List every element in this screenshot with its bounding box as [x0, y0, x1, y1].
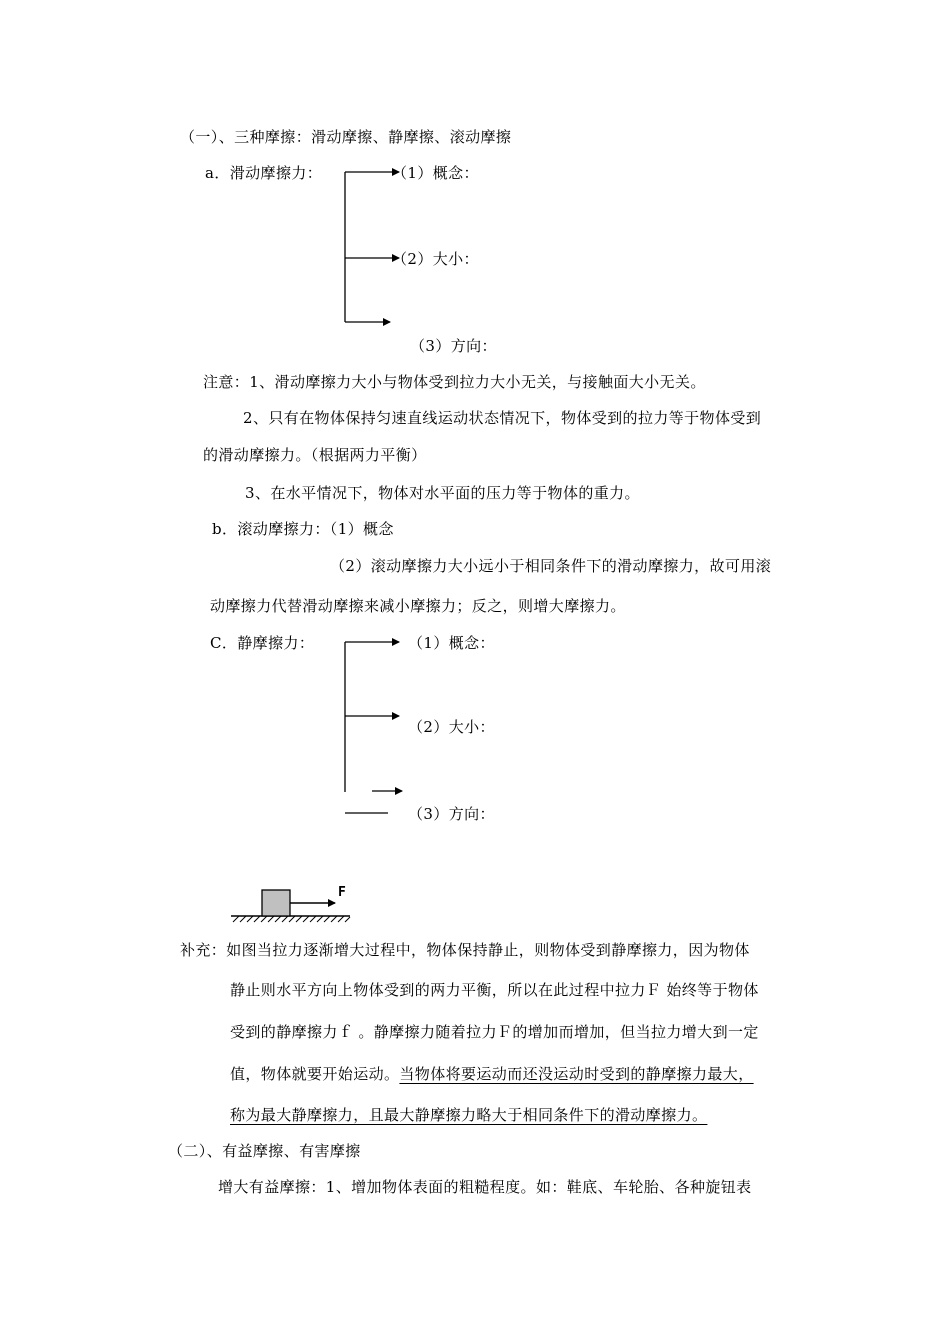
static-item-magnitude: （2）大小：: [408, 718, 495, 736]
static-item-concept: （1）概念：: [408, 634, 495, 652]
note-line-1: 注意：1、滑动摩擦力大小与物体受到拉力大小无关，与接触面大小无关。: [203, 373, 706, 391]
supplement-line-3: 受到的静摩擦力ｆ 。静摩擦力随着拉力Ｆ的增加而增加，但当拉力增大到一定: [230, 1023, 759, 1041]
supplement-line-4: [230, 1064, 754, 1084]
sliding-friction-label: a．滑动摩擦力：: [205, 164, 323, 182]
ground-hatching: [233, 916, 350, 922]
supplement-line-4-underlined: 当物体将要运动而还没运动时受到的静摩擦力最大，: [399, 1065, 754, 1083]
static-item-direction: （3）方向：: [408, 805, 495, 823]
note-line-2b: 的滑动摩擦力。（根据两力平衡）: [203, 446, 427, 464]
note-line-3: 3、在水平情况下，物体对水平面的压力等于物体的重力。: [245, 484, 640, 502]
rolling-friction-label: b．滚动摩擦力：（1）概念: [212, 520, 394, 538]
sliding-item-direction: （3）方向：: [410, 337, 497, 355]
static-friction-label: C．静摩擦力：: [210, 634, 315, 652]
note-line-2a: 2、只有在物体保持匀速直线运动状态情况下，物体受到的拉力等于物体受到: [243, 409, 762, 427]
rolling-line-2a: （2）滚动摩擦力大小远小于相同条件下的滑动摩擦力，故可用滚: [330, 557, 772, 575]
static-bracket: [345, 642, 402, 813]
rolling-line-2b: 动摩擦力代替滑动摩擦来减小摩擦力；反之，则增大摩擦力。: [210, 597, 626, 615]
section2-heading: （二）、有益摩擦、有害摩擦: [168, 1142, 361, 1160]
sliding-item-concept: （1）概念：: [392, 164, 479, 182]
section2-line-1: 增大有益摩擦：1、增加物体表面的粗糙程度。如：鞋底、车轮胎、各种旋钮表: [218, 1178, 752, 1196]
supplement-line-4-plain: 值，物体就要开始运动。: [230, 1065, 400, 1083]
block: [262, 890, 290, 916]
section1-heading: （一）、三种摩擦：滑动摩擦、静摩擦、滚动摩擦: [180, 128, 512, 146]
supplement-line-2: 静止则水平方向上物体受到的两力平衡，所以在此过程中拉力Ｆ 始终等于物体: [230, 981, 759, 999]
supplement-line-1: 补充：如图当拉力逐渐增大过程中，物体保持静止，则物体受到静摩擦力，因为物体: [180, 941, 750, 959]
sliding-item-magnitude: （2）大小：: [392, 250, 479, 268]
supplement-line-5: 称为最大静摩擦力，且最大静摩擦力略大于相同条件下的滑动摩擦力。: [230, 1106, 708, 1124]
sliding-bracket: [345, 172, 399, 322]
block-figure: [231, 890, 350, 922]
force-label: F: [338, 885, 347, 900]
